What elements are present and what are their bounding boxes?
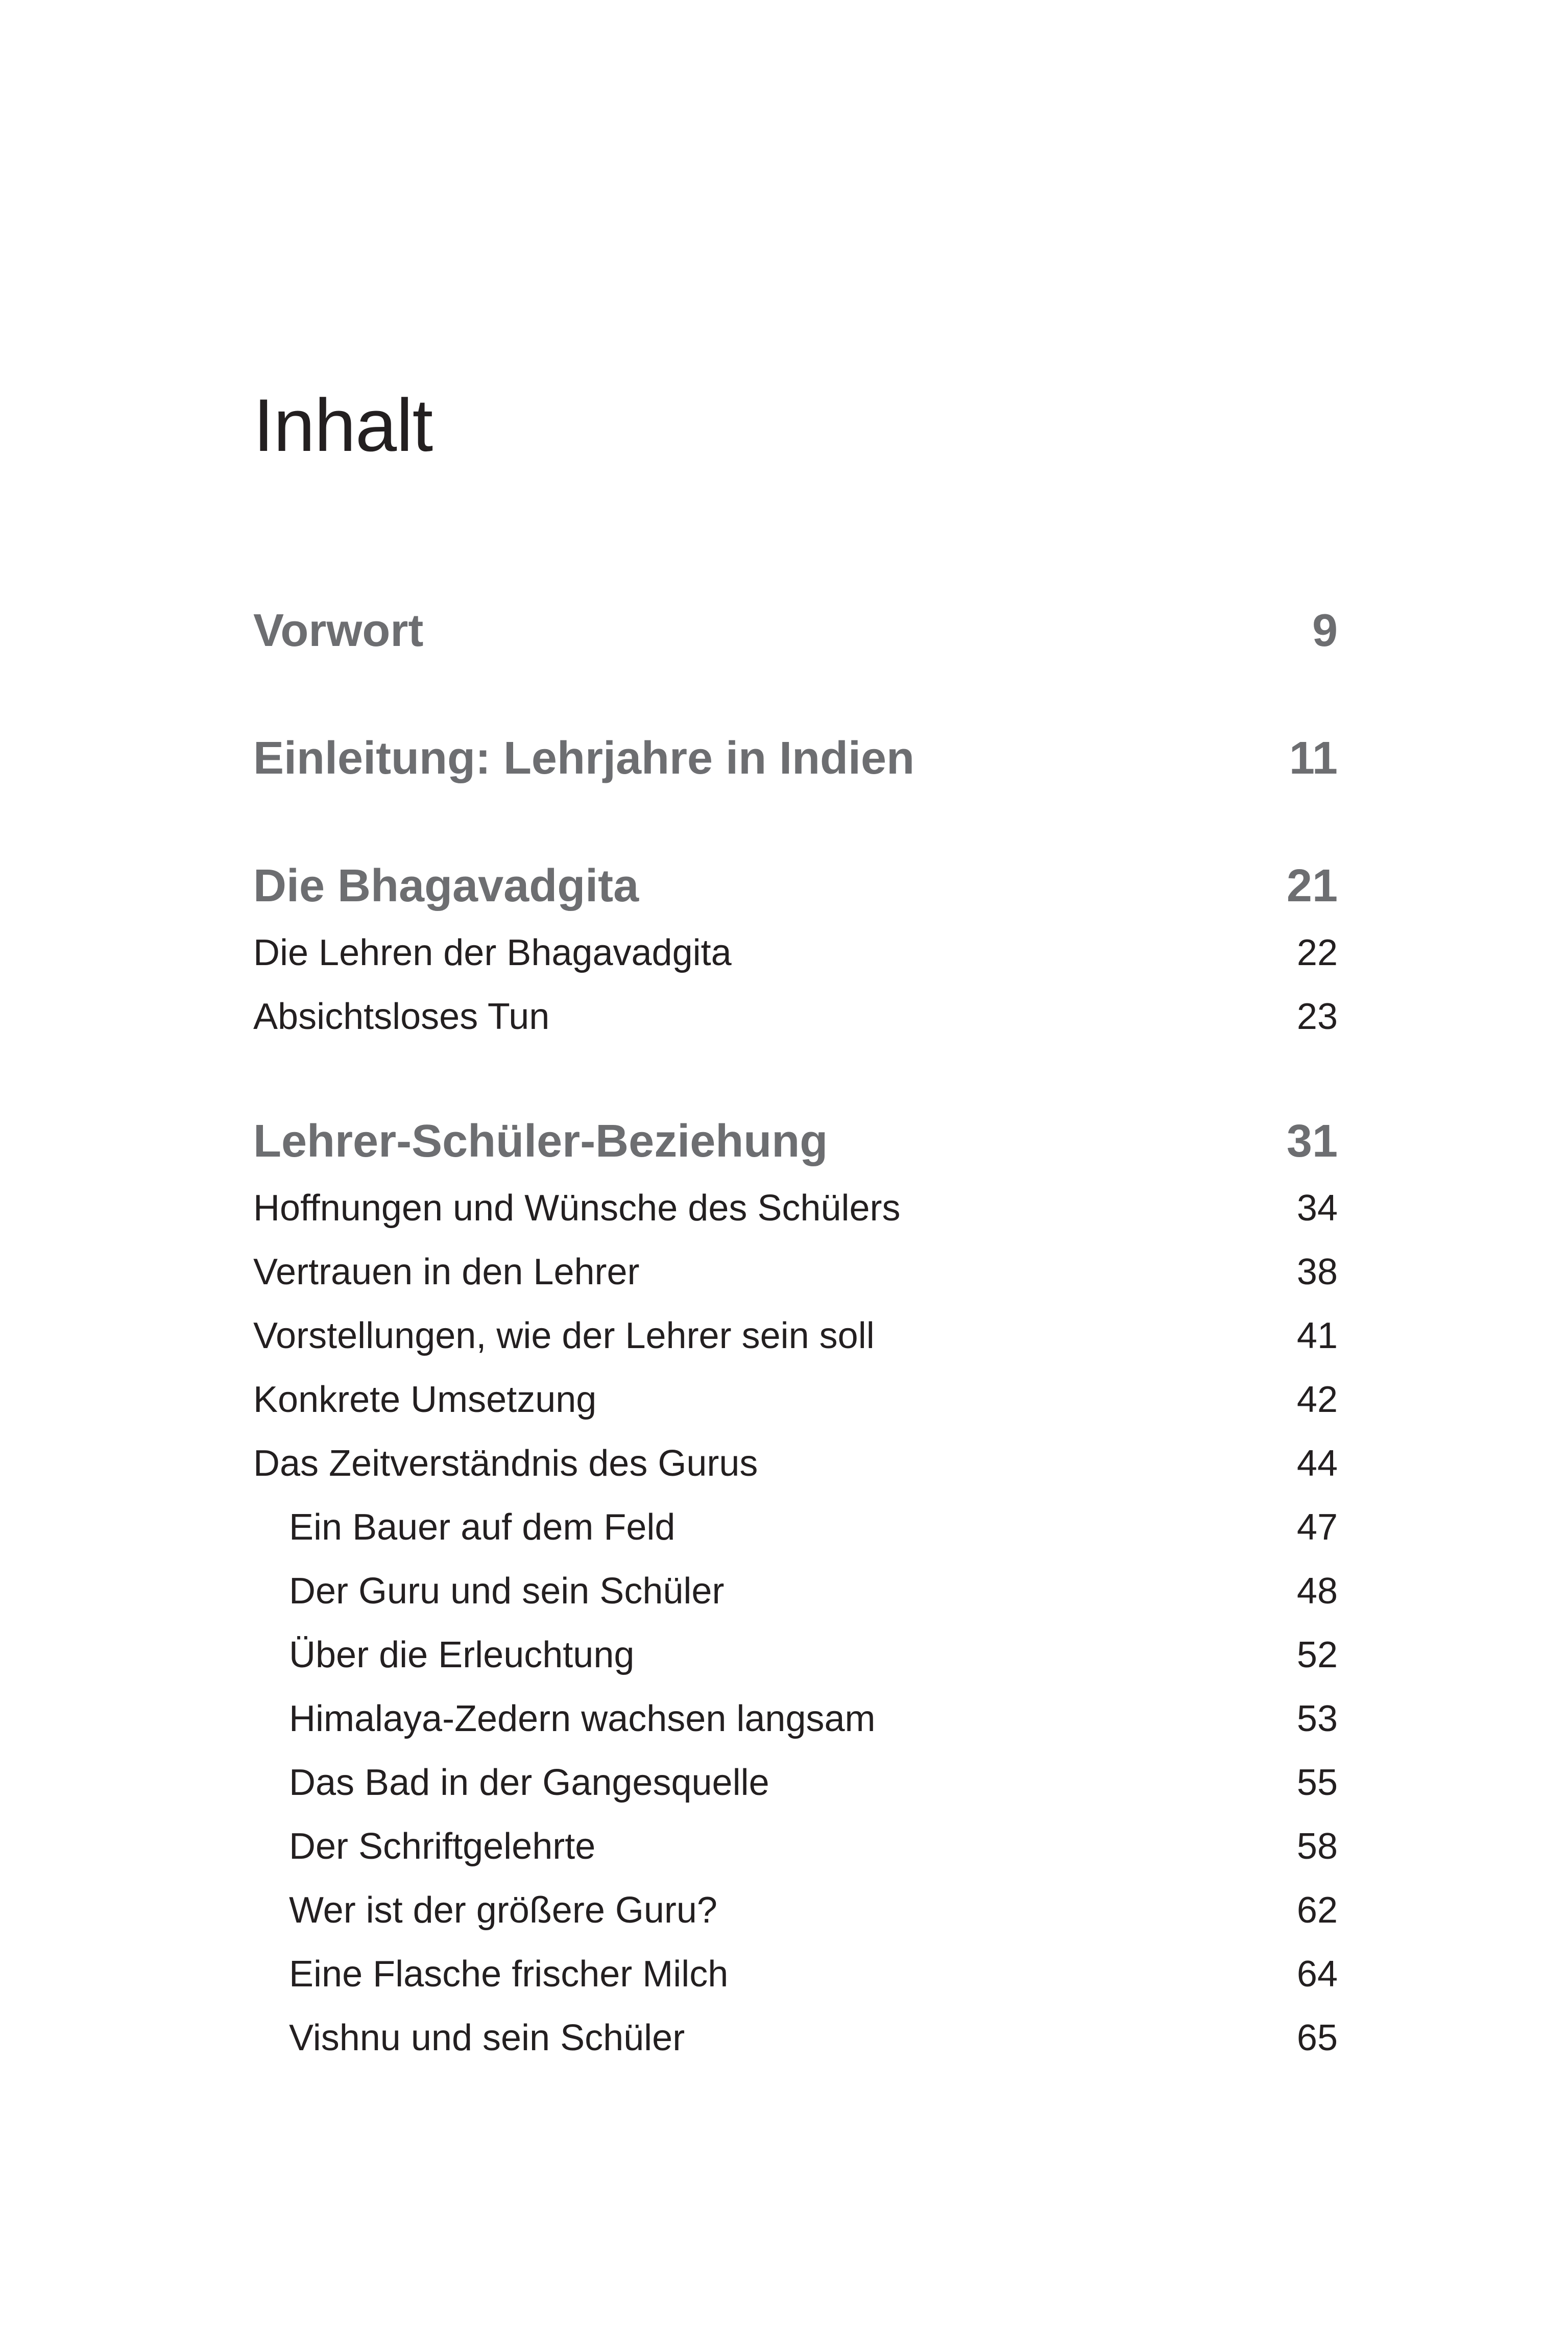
toc-entry-title: Der Guru und sein Schüler [289,1571,725,1612]
toc-entry-title: Vertrauen in den Lehrer [253,1252,640,1292]
toc-subsection-row [253,1509,1338,1546]
toc-page-number: 48 [1296,1571,1338,1612]
toc-entry-title: Konkrete Umsetzung [253,1379,597,1420]
toc-entry-title: Hoffnungen und Wünsche des Schülers [253,1188,901,1229]
toc-entry-title: Das Bad in der Gangesquelle [289,1762,769,1803]
toc-section-row [253,934,1338,971]
toc-section-row [253,1445,1338,1482]
toc-page-number: 58 [1296,1826,1338,1867]
toc-entry-title: Eine Flasche frischer Milch [289,1954,729,1995]
toc-chapter-row [253,860,1338,911]
toc-chapter-row [253,605,1338,656]
toc-page-number: 42 [1296,1379,1338,1420]
toc-page-number: 47 [1296,1507,1338,1548]
toc-page-number: 31 [1286,1116,1338,1167]
toc-entry-title: Über die Erleuchtung [289,1635,635,1675]
toc-page-number: 9 [1312,605,1338,656]
toc-page-number: 65 [1296,2018,1338,2058]
toc-chapter-row [253,1116,1338,1167]
toc-entry-title: Vorwort [253,605,424,656]
toc-entry-title: Wer ist der größere Guru? [289,1890,717,1931]
toc-page-number: 64 [1296,1954,1338,1995]
toc-subsection-row [253,1573,1338,1610]
toc-subsection-row [253,2020,1338,2056]
toc-page-number: 53 [1296,1698,1338,1739]
toc-subsection-row [253,1828,1338,1865]
toc-page-number: 11 [1289,733,1338,784]
toc-subsection-row [253,1892,1338,1929]
toc-subsection-row [253,1764,1338,1801]
toc-entry-title: Vishnu und sein Schüler [289,2018,685,2058]
toc-page-number: 62 [1296,1890,1338,1931]
toc-subsection-row [253,1956,1338,1993]
toc-entry-title: Die Bhagavadgita [253,860,639,911]
toc-entry-title: Himalaya-Zedern wachsen langsam [289,1698,876,1739]
toc-chapter-row [253,733,1338,784]
toc-entry-title: Vorstellungen, wie der Lehrer sein soll [253,1315,875,1356]
toc-page-number: 52 [1296,1635,1338,1675]
toc-page-number: 23 [1296,996,1338,1037]
toc-entry-title: Lehrer-Schüler-Beziehung [253,1116,828,1167]
toc-page-number: 44 [1296,1443,1338,1484]
toc-section-row [253,1381,1338,1418]
toc-subsection-row [253,1700,1338,1737]
toc-page-number: 38 [1296,1252,1338,1292]
toc-section-row [253,1317,1338,1354]
toc-page-number: 22 [1296,932,1338,973]
toc-entry-title: Das Zeitverständnis des Gurus [253,1443,758,1484]
toc-page-number: 41 [1296,1315,1338,1356]
toc-entry-title: Ein Bauer auf dem Feld [289,1507,676,1548]
toc-entry-title: Einleitung: Lehrjahre in Indien [253,733,915,784]
toc-section-row [253,1190,1338,1227]
toc-page-number: 34 [1296,1188,1338,1229]
toc-entry-title: Die Lehren der Bhagavadgita [253,932,732,973]
page-title: Inhalt [253,383,433,467]
toc-page-number: 21 [1286,860,1338,911]
toc-entry-title: Der Schriftgelehrte [289,1826,596,1867]
toc-section-row [253,1254,1338,1290]
toc-subsection-row [253,1637,1338,1673]
toc-entry-title: Absichtsloses Tun [253,996,550,1037]
toc-section-row [253,998,1338,1035]
toc-page-number: 55 [1296,1762,1338,1803]
